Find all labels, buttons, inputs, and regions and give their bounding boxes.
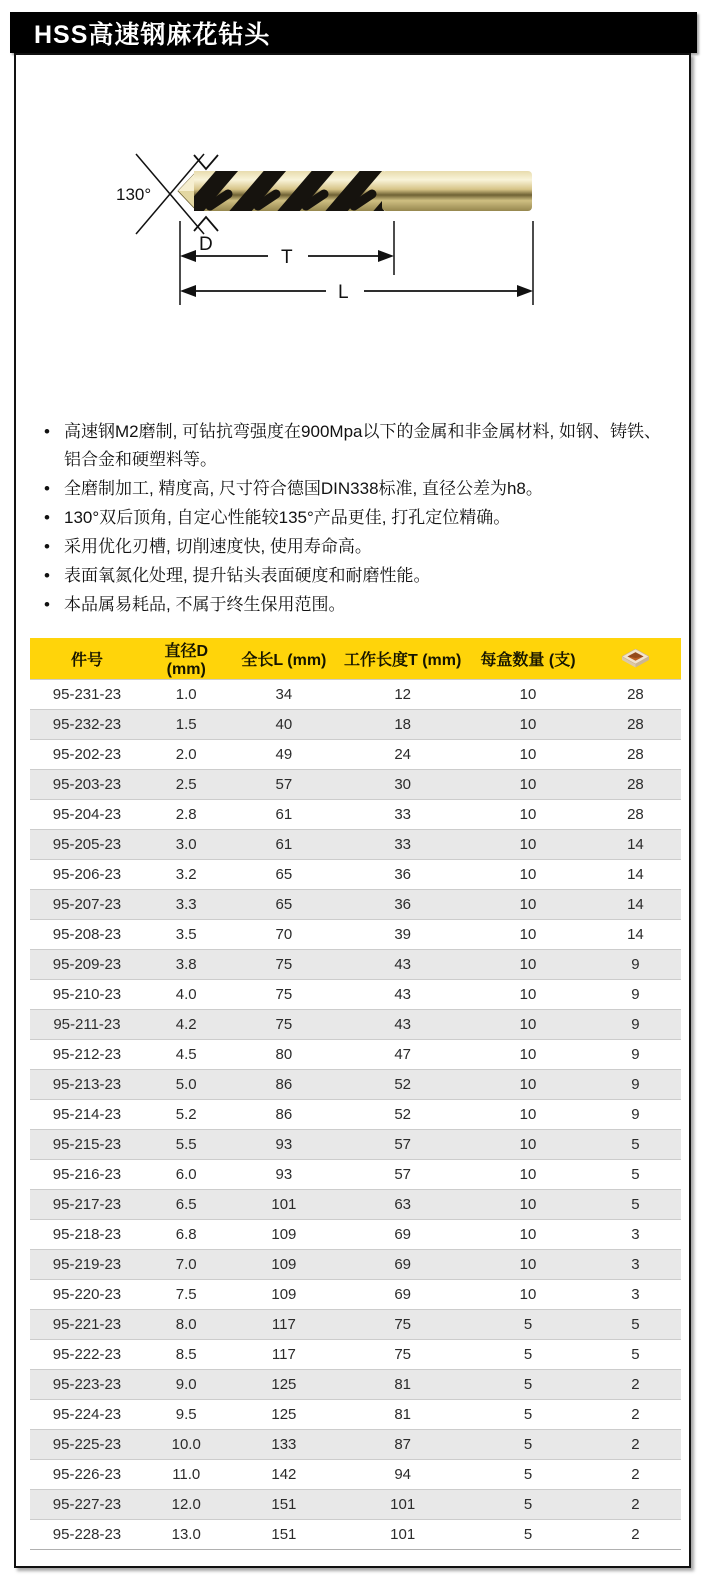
table-row	[30, 800, 681, 830]
table-cell: 10	[466, 1130, 590, 1160]
table-cell: 5	[466, 1340, 590, 1370]
table-cell: 10	[466, 1190, 590, 1220]
table-cell: 86	[229, 1100, 340, 1130]
table-row	[30, 770, 681, 800]
table-cell: 49	[229, 740, 340, 770]
point-angle-label: 130°	[116, 185, 152, 204]
table-cell: 109	[229, 1280, 340, 1310]
table-cell: 39	[339, 920, 466, 950]
table-row	[30, 950, 681, 980]
bullet-icon: •	[44, 479, 50, 498]
title-bar	[10, 12, 697, 53]
table-cell: 125	[229, 1400, 340, 1430]
table-cell: 117	[229, 1340, 340, 1370]
table-row	[30, 830, 681, 860]
table-cell: 10	[466, 680, 590, 710]
table-row	[30, 920, 681, 950]
table-cell: 40	[229, 710, 340, 740]
table-row	[30, 1130, 681, 1160]
table-cell: 80	[229, 1040, 340, 1070]
header-part-number: 件号	[30, 638, 144, 680]
table-cell: 81	[339, 1400, 466, 1430]
table-cell: 95-206-23	[30, 860, 144, 890]
table-row	[30, 1070, 681, 1100]
table-cell: 75	[339, 1310, 466, 1340]
table-cell: 33	[339, 800, 466, 830]
table-cell: 151	[229, 1490, 340, 1520]
table-cell: 93	[229, 1160, 340, 1190]
table-cell: 95-224-23	[30, 1400, 144, 1430]
table-cell: 34	[229, 680, 340, 710]
drill-diagram-svg	[116, 143, 566, 328]
table-cell: 5	[590, 1310, 681, 1340]
table-cell: 10	[466, 950, 590, 980]
table-cell: 75	[229, 1010, 340, 1040]
table-cell: 151	[229, 1520, 340, 1550]
table-row	[30, 1220, 681, 1250]
table-cell: 57	[339, 1130, 466, 1160]
table-cell: 9	[590, 1040, 681, 1070]
table-cell: 69	[339, 1280, 466, 1310]
spec-table-body	[30, 680, 681, 1550]
feature-item	[34, 533, 673, 561]
table-cell: 95-209-23	[30, 950, 144, 980]
table-cell: 95-207-23	[30, 890, 144, 920]
table-cell: 9	[590, 1070, 681, 1100]
table-cell: 95-227-23	[30, 1490, 144, 1520]
spec-table	[30, 638, 681, 1550]
table-cell: 9	[590, 1010, 681, 1040]
table-cell: 3.8	[144, 950, 229, 980]
table-cell: 69	[339, 1220, 466, 1250]
table-cell: 5	[466, 1310, 590, 1340]
table-cell: 10	[466, 740, 590, 770]
header-overall-length: 全长L (mm)	[229, 638, 340, 680]
table-cell: 109	[229, 1220, 340, 1250]
extension-lines	[180, 221, 533, 305]
table-cell: 3.2	[144, 860, 229, 890]
table-cell: 24	[339, 740, 466, 770]
table-cell: 95-213-23	[30, 1070, 144, 1100]
table-cell: 12	[339, 680, 466, 710]
table-cell: 95-232-23	[30, 710, 144, 740]
feature-item	[34, 591, 673, 619]
features-list	[34, 418, 673, 620]
table-cell: 28	[590, 680, 681, 710]
table-cell: 133	[229, 1430, 340, 1460]
table-cell: 5	[466, 1400, 590, 1430]
table-cell: 10	[466, 890, 590, 920]
table-cell: 9.5	[144, 1400, 229, 1430]
bullet-icon: •	[44, 537, 50, 556]
spec-table-wrap	[30, 638, 681, 1550]
table-cell: 30	[339, 770, 466, 800]
table-cell: 65	[229, 890, 340, 920]
header-working-length: 工作长度T (mm)	[339, 638, 466, 680]
table-cell: 10	[466, 800, 590, 830]
table-cell: 10	[466, 1010, 590, 1040]
table-cell: 10	[466, 710, 590, 740]
table-cell: 94	[339, 1460, 466, 1490]
table-cell: 87	[339, 1430, 466, 1460]
table-cell: 33	[339, 830, 466, 860]
header-diameter: 直径D (mm)	[144, 638, 229, 680]
table-row	[30, 1370, 681, 1400]
feature-item	[34, 475, 673, 503]
table-row	[30, 860, 681, 890]
table-row	[30, 740, 681, 770]
table-cell: 9	[590, 950, 681, 980]
table-cell: 1.5	[144, 710, 229, 740]
table-cell: 63	[339, 1190, 466, 1220]
table-cell: 95-204-23	[30, 800, 144, 830]
table-row	[30, 1340, 681, 1370]
table-cell: 6.8	[144, 1220, 229, 1250]
table-cell: 14	[590, 890, 681, 920]
table-row	[30, 1310, 681, 1340]
table-cell: 10	[466, 1280, 590, 1310]
table-cell: 5	[466, 1460, 590, 1490]
table-cell: 5.0	[144, 1070, 229, 1100]
table-cell: 9	[590, 980, 681, 1010]
table-cell: 95-216-23	[30, 1160, 144, 1190]
table-cell: 101	[229, 1190, 340, 1220]
table-cell: 95-220-23	[30, 1280, 144, 1310]
table-row	[30, 1520, 681, 1550]
drill-shank	[382, 171, 532, 211]
table-cell: 125	[229, 1370, 340, 1400]
table-cell: 2	[590, 1520, 681, 1550]
table-cell: 5	[466, 1370, 590, 1400]
table-cell: 95-231-23	[30, 680, 144, 710]
table-cell: 14	[590, 830, 681, 860]
carton-icon	[622, 649, 649, 668]
table-cell: 5.5	[144, 1130, 229, 1160]
table-cell: 95-211-23	[30, 1010, 144, 1040]
table-cell: 4.2	[144, 1010, 229, 1040]
table-cell: 3.0	[144, 830, 229, 860]
table-cell: 95-228-23	[30, 1520, 144, 1550]
table-cell: 95-212-23	[30, 1040, 144, 1070]
table-cell: 10	[466, 830, 590, 860]
table-cell: 2.0	[144, 740, 229, 770]
table-row	[30, 1190, 681, 1220]
table-cell: 10	[466, 1220, 590, 1250]
table-cell: 95-225-23	[30, 1430, 144, 1460]
table-cell: 13.0	[144, 1520, 229, 1550]
table-row	[30, 1100, 681, 1130]
table-cell: 75	[229, 980, 340, 1010]
table-cell: 18	[339, 710, 466, 740]
table-cell: 95-222-23	[30, 1340, 144, 1370]
feature-text: 全磨制加工, 精度高, 尺寸符合德国DIN338标准, 直径公差为h8。	[64, 479, 543, 498]
table-cell: 86	[229, 1070, 340, 1100]
table-cell: 3.5	[144, 920, 229, 950]
table-row	[30, 710, 681, 740]
table-row	[30, 1280, 681, 1310]
table-cell: 43	[339, 950, 466, 980]
table-row	[30, 1460, 681, 1490]
diameter-mark-bottom	[194, 217, 218, 231]
table-cell: 3	[590, 1220, 681, 1250]
feature-text: 采用优化刃槽, 切削速度快, 使用寿命高。	[64, 537, 372, 556]
table-cell: 9.0	[144, 1370, 229, 1400]
table-cell: 95-217-23	[30, 1190, 144, 1220]
table-cell: 28	[590, 770, 681, 800]
diameter-label: D	[199, 234, 213, 255]
table-cell: 2.8	[144, 800, 229, 830]
table-cell: 12.0	[144, 1490, 229, 1520]
table-cell: 28	[590, 800, 681, 830]
table-cell: 142	[229, 1460, 340, 1490]
table-cell: 81	[339, 1370, 466, 1400]
table-cell: 10	[466, 1250, 590, 1280]
table-cell: 2	[590, 1430, 681, 1460]
table-cell: 10.0	[144, 1430, 229, 1460]
table-cell: 5	[590, 1190, 681, 1220]
table-cell: 95-202-23	[30, 740, 144, 770]
content-box	[14, 53, 691, 1568]
feature-text: 表面氧氮化处理, 提升钻头表面硬度和耐磨性能。	[64, 566, 431, 585]
table-cell: 6.5	[144, 1190, 229, 1220]
table-cell: 7.0	[144, 1250, 229, 1280]
table-cell: 47	[339, 1040, 466, 1070]
working-length-label: T	[281, 247, 293, 268]
table-cell: 28	[590, 710, 681, 740]
bullet-icon: •	[44, 422, 50, 441]
table-row	[30, 980, 681, 1010]
table-cell: 14	[590, 920, 681, 950]
feature-text: 高速钢M2磨制, 可钻抗弯强度在900Mpa以下的金属和非金属材料, 如钢、铸铁、铝合金和硬塑料等。	[64, 422, 661, 469]
table-cell: 2	[590, 1370, 681, 1400]
feature-item	[34, 418, 673, 474]
table-cell: 57	[229, 770, 340, 800]
table-cell: 8.0	[144, 1310, 229, 1340]
table-cell: 36	[339, 890, 466, 920]
table-cell: 95-208-23	[30, 920, 144, 950]
table-cell: 6.0	[144, 1160, 229, 1190]
table-cell: 95-221-23	[30, 1310, 144, 1340]
table-row	[30, 1160, 681, 1190]
table-row	[30, 1010, 681, 1040]
table-cell: 14	[590, 860, 681, 890]
table-row	[30, 1040, 681, 1070]
table-cell: 75	[339, 1340, 466, 1370]
table-cell: 109	[229, 1250, 340, 1280]
table-cell: 36	[339, 860, 466, 890]
page-title: HSS高速钢麻花钻头	[34, 20, 271, 49]
table-cell: 2	[590, 1490, 681, 1520]
table-cell: 52	[339, 1100, 466, 1130]
table-cell: 65	[229, 860, 340, 890]
table-cell: 95-203-23	[30, 770, 144, 800]
table-cell: 1.0	[144, 680, 229, 710]
table-cell: 95-219-23	[30, 1250, 144, 1280]
table-cell: 28	[590, 740, 681, 770]
table-cell: 57	[339, 1160, 466, 1190]
table-cell: 10	[466, 860, 590, 890]
drill-dimension-diagram	[116, 143, 566, 328]
table-row	[30, 1250, 681, 1280]
bullet-icon: •	[44, 595, 50, 614]
overall-length-label: L	[338, 282, 349, 303]
table-cell: 5.2	[144, 1100, 229, 1130]
header-pack-column	[590, 638, 681, 680]
table-row	[30, 680, 681, 710]
table-cell: 75	[229, 950, 340, 980]
table-cell: 5	[590, 1130, 681, 1160]
table-cell: 101	[339, 1490, 466, 1520]
table-cell: 70	[229, 920, 340, 950]
table-cell: 61	[229, 830, 340, 860]
table-row	[30, 890, 681, 920]
table-cell: 61	[229, 800, 340, 830]
table-cell: 10	[466, 770, 590, 800]
table-cell: 5	[590, 1340, 681, 1370]
table-cell: 5	[466, 1430, 590, 1460]
table-cell: 7.5	[144, 1280, 229, 1310]
table-cell: 95-215-23	[30, 1130, 144, 1160]
table-cell: 117	[229, 1310, 340, 1340]
table-cell: 95-226-23	[30, 1460, 144, 1490]
table-cell: 43	[339, 1010, 466, 1040]
table-cell: 11.0	[144, 1460, 229, 1490]
table-cell: 10	[466, 1070, 590, 1100]
table-row	[30, 1490, 681, 1520]
table-row	[30, 1430, 681, 1460]
overall-length-dimension	[180, 282, 533, 303]
feature-item	[34, 562, 673, 590]
table-cell: 3.3	[144, 890, 229, 920]
table-cell: 43	[339, 980, 466, 1010]
table-row	[30, 1400, 681, 1430]
table-header-row	[30, 638, 681, 680]
feature-text: 本品属易耗品, 不属于终生保用范围。	[64, 595, 346, 614]
table-cell: 69	[339, 1250, 466, 1280]
table-cell: 8.5	[144, 1340, 229, 1370]
feature-item	[34, 504, 673, 532]
table-cell: 3	[590, 1280, 681, 1310]
bullet-icon: •	[44, 508, 50, 527]
header-qty-per-box: 每盒数量 (支)	[466, 638, 590, 680]
table-cell: 95-223-23	[30, 1370, 144, 1400]
table-cell: 2.5	[144, 770, 229, 800]
table-cell: 10	[466, 1040, 590, 1070]
table-cell: 5	[466, 1520, 590, 1550]
table-cell: 95-218-23	[30, 1220, 144, 1250]
table-cell: 10	[466, 920, 590, 950]
table-cell: 3	[590, 1250, 681, 1280]
table-cell: 2	[590, 1460, 681, 1490]
table-cell: 4.5	[144, 1040, 229, 1070]
table-cell: 10	[466, 1100, 590, 1130]
table-cell: 52	[339, 1070, 466, 1100]
table-cell: 5	[590, 1160, 681, 1190]
bullet-icon: •	[44, 566, 50, 585]
table-cell: 4.0	[144, 980, 229, 1010]
feature-text: 130°双后顶角, 自定心性能较135°产品更佳, 打孔定位精确。	[64, 508, 511, 527]
table-cell: 95-210-23	[30, 980, 144, 1010]
table-cell: 10	[466, 1160, 590, 1190]
table-cell: 95-214-23	[30, 1100, 144, 1130]
table-cell: 2	[590, 1400, 681, 1430]
table-cell: 9	[590, 1100, 681, 1130]
table-cell: 95-205-23	[30, 830, 144, 860]
table-cell: 10	[466, 980, 590, 1010]
table-cell: 101	[339, 1520, 466, 1550]
table-cell: 93	[229, 1130, 340, 1160]
table-cell: 5	[466, 1490, 590, 1520]
